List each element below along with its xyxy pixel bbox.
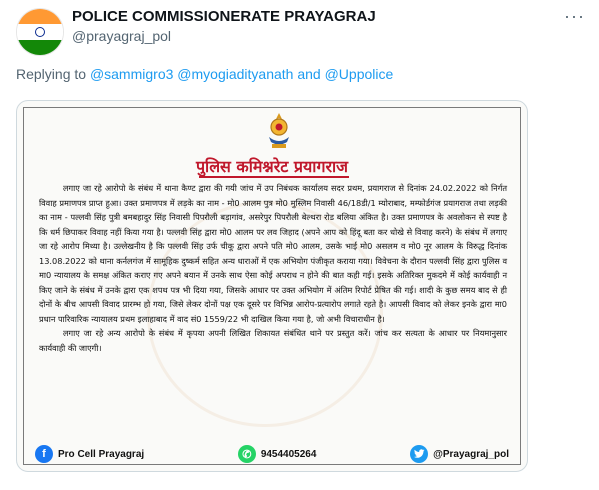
document-paragraph: लगाए जा रहे आरोपो के संबंध में थाना कैण्ट द्वारा की गयी जांच में उप निबंधक कार्यालय सदर प्रथम, प्रयागराज से दिनांक 24.02.2022 को निर्गत विवाह प्रमाणपत्र प्राप्त हुआ। उक्त प्रमाणपत्र में लड़के का नाम - मो0 आलम पुत्र मो0 मुस्लिम निवासी 46/18डी/1 म्योराबाद, मम्फोर्डगंज प्रयागराज तथा लड़की का नाम - पल्लवी सिंह पुत्री बमबहादुर सिंह निवासी पिपरौली बड़ागांव, असरेपुर पिपरौली बेल्थरा रोड बलिया अंकित है। उक्त प्रमाणपत्र के अवलोकन से स्पष्ट है कि धर्म छिपाकर विवाह नहीं किया गया है। पल्लवी सिंह द्वारा मो0 आलम पर लव जिहाद (अपने आप को हिंदू बता कर धोखे से विवाह करने) के संबंध में लगाए जा रहे आरोप मिथ्या है। उल्लेखनीय है कि पल्लवी सिंह उर्फ चीकू द्वारा अपने पति मो0 आलम, उसके भाई मो0 असलम व मो0 नूर आलम के विरुद्ध दिनांक 13.08.2022 को थाना कर्नलगंज में सामूहिक दुष्कर्म सहित अन्य धाराओं में एक अभियोग पंजीकृत कराया गया। विवेचना के दौरान पल्लवी सिंह द्वारा पुलिस व मा0 न्यायालय के समक्ष अंकित कराए गए अपने बयान में उनके साथ ऐसा कोई अपराध न होने की बात कही गई। इसके अतिरिक्त मुकदमे में कोई कार्यवाही न किए जाने के संबंध में उनके द्वारा एक शपथ पत्र भी दिया गया, जिसके आधार पर उक्त अभियोग में अंतिम रिपोर्ट प्रेषित की गई। शादी के कुछ समय बाद से ही दोनों के बीच आपसी विवाद प्रारम्भ हो गया, जिसे लेकर दोनों पक्ष एक दूसरे पर विभिन्न आरोप-प्रत्यारोप लगाते रहते है। आपसी विवाद को लेकर इनके द्वारा मा0 प्रधान पारिवारिक न्यायालय प्रथम इलाहाबाद में वाद सं0 1559/22 भी दाखिल किया गया है, जो अभी विचाराधीन है।	[39, 183, 507, 324]
replying-to-line	[16, 66, 393, 82]
profile-avatar[interactable]	[16, 8, 64, 56]
contact-footer	[35, 443, 509, 465]
user-handle[interactable]: @prayagraj_pol	[72, 28, 172, 44]
title-underline	[199, 176, 349, 178]
attached-image[interactable]	[16, 100, 528, 472]
document-body	[39, 181, 507, 355]
twitter-contact	[410, 445, 509, 463]
flag-green-band	[17, 40, 63, 55]
whatsapp-contact	[238, 445, 317, 463]
replying-prefix: Replying to	[16, 66, 87, 82]
whatsapp-number: 9454405264	[260, 448, 317, 460]
display-name[interactable]: POLICE COMMISSIONERATE PRAYAGRAJ	[72, 8, 376, 25]
facebook-label: Pro Cell Prayagraj	[58, 448, 145, 460]
facebook-icon: f	[35, 445, 53, 463]
twitter-bird-icon	[410, 445, 428, 463]
replying-to-mentions-link[interactable]: @sammigro3 @myogiadityanath and @Uppolice	[89, 66, 394, 82]
up-police-emblem-icon	[264, 111, 294, 151]
more-options-icon[interactable]: ···	[564, 6, 585, 26]
document-paragraph: लगाए जा रहे अन्य आरोपो के संबंध में कृपया अपनी लिखित शिकायत संबंधित थाने पर प्रस्तुत करें। जांच कर सत्यता के आधार पर नियमानुसार कार्यवाही की जाएगी।	[39, 328, 507, 353]
flag-saffron-band	[17, 9, 63, 24]
twitter-handle-label: @Prayagraj_pol	[433, 448, 509, 460]
document-title: पुलिस कमिश्नरेट प्रयागराज	[195, 157, 349, 176]
ashoka-chakra-icon	[35, 27, 45, 37]
facebook-contact	[35, 445, 144, 463]
whatsapp-icon: ✆	[238, 445, 256, 463]
